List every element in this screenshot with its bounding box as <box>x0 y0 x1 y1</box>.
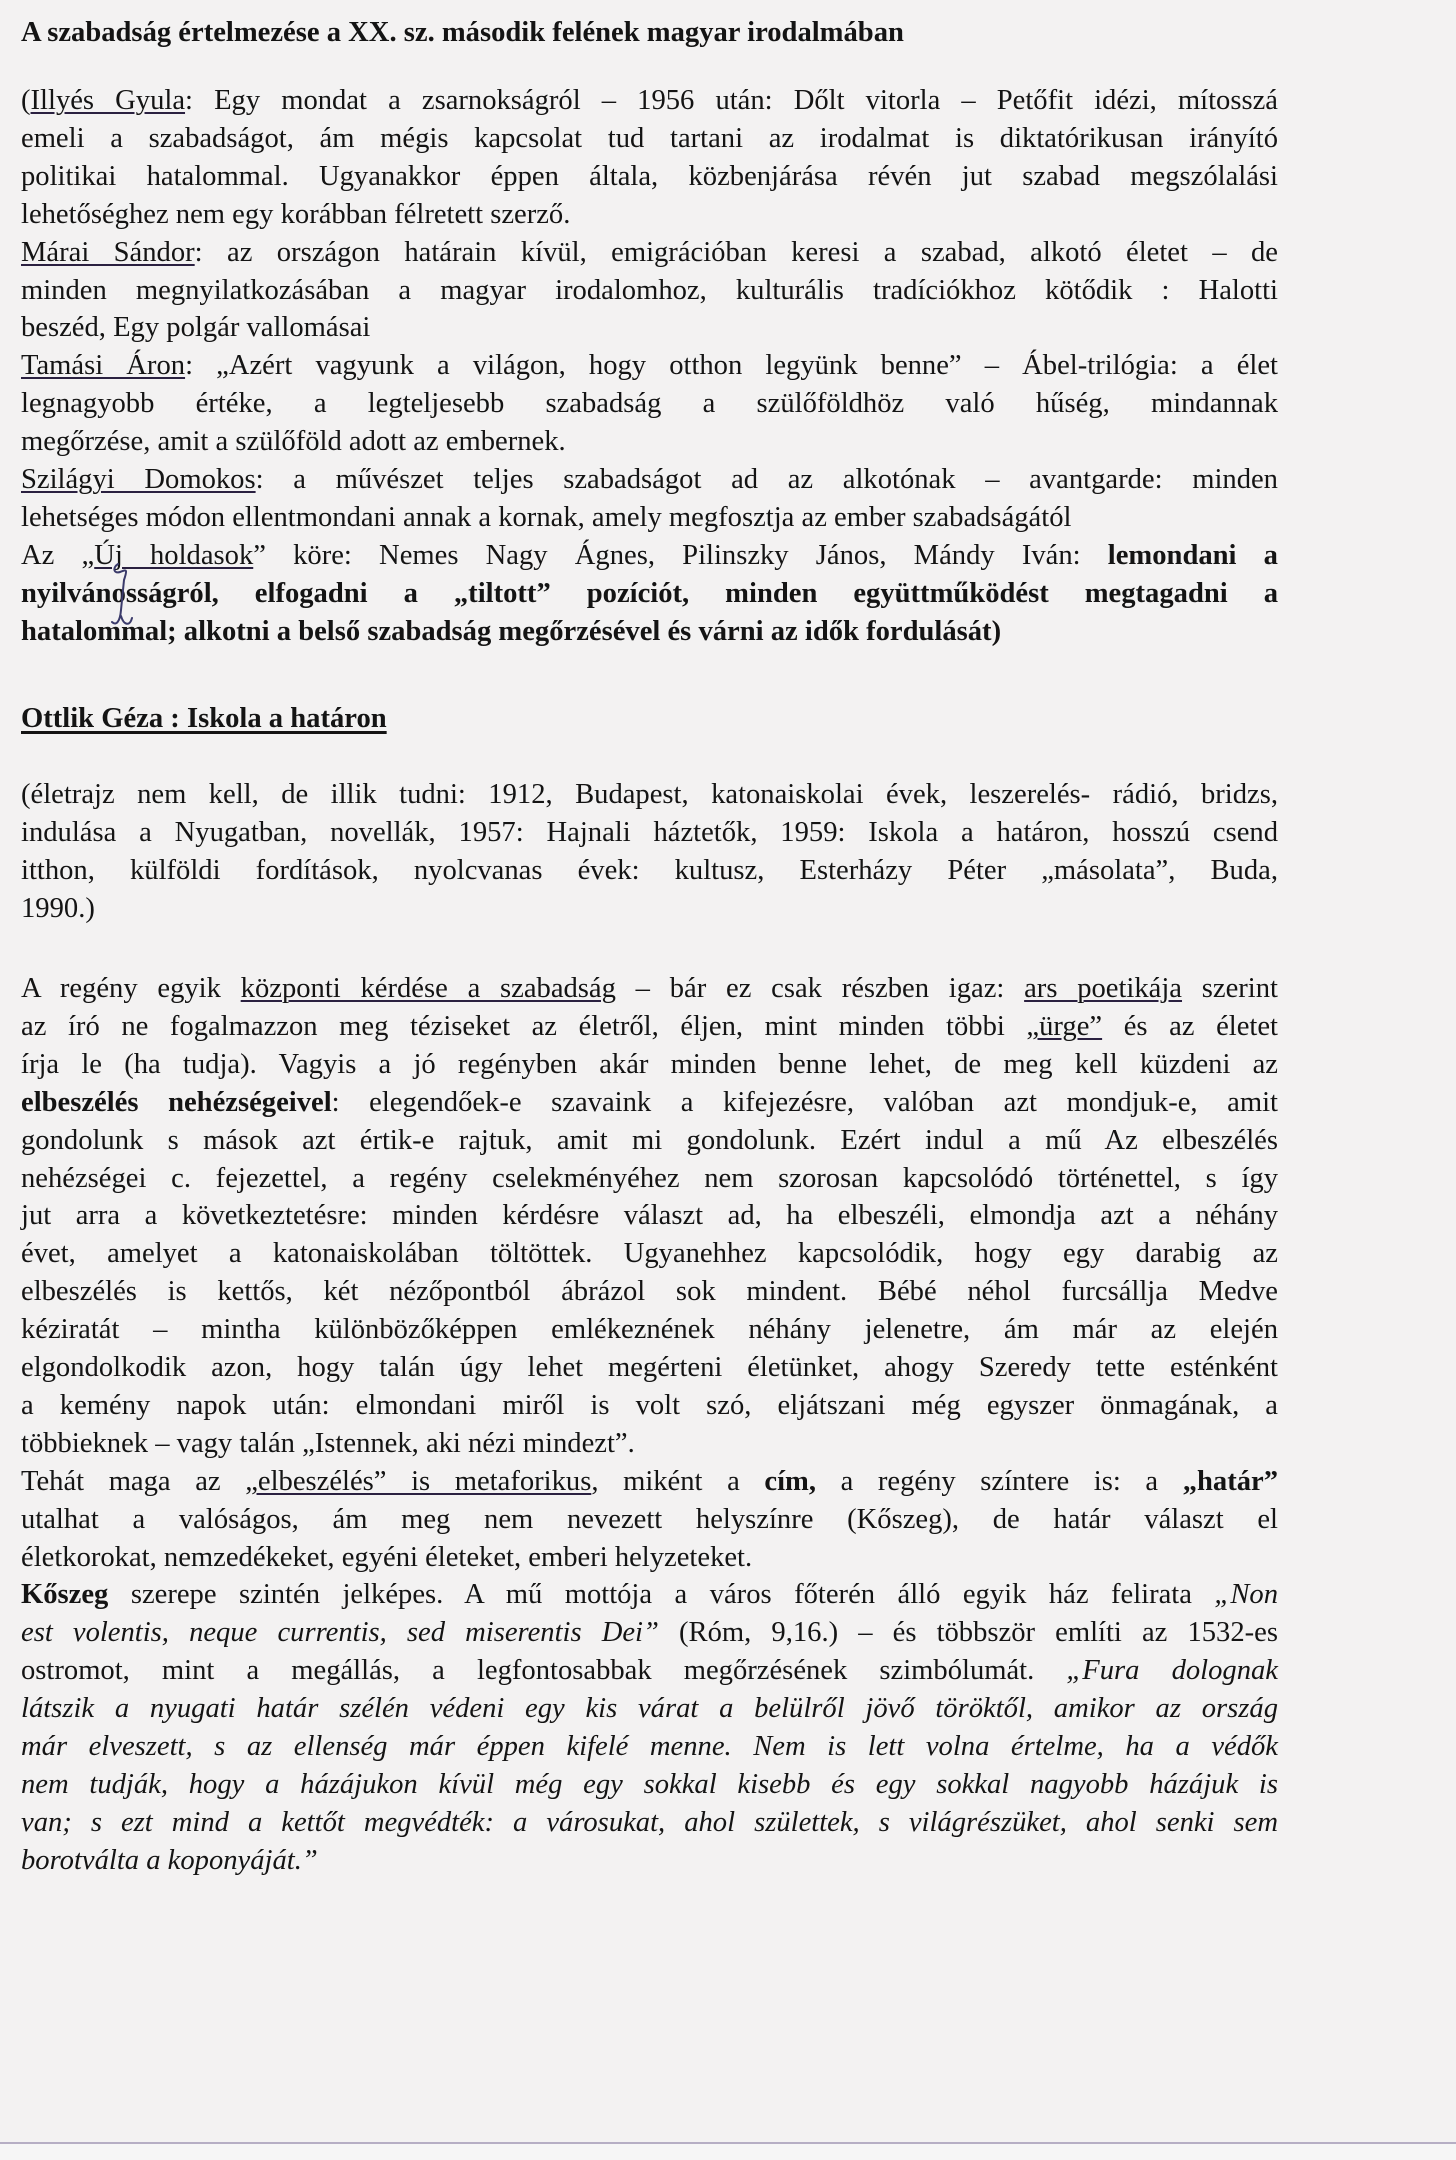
text-line <box>21 1576 1278 1614</box>
text-line <box>21 1539 1278 1577</box>
bold-text: „határ” <box>1182 1465 1279 1497</box>
text-segment: megőrzése, amit a szülőföld adott az embernek. <box>21 426 566 458</box>
text-segment: indulása a Nyugatban, novellák, 1957: Hajnali háztetők, 1959: Iskola a határon, hosszú csend <box>21 816 1278 848</box>
text-segment: , miként a <box>591 1465 765 1497</box>
text-segment: szerepe szintén jelképes. A mű mottója a város főterén álló egyik ház felirata <box>108 1579 1215 1611</box>
text-segment: – bár ez csak részben igaz: <box>615 973 1025 1004</box>
text-segment: a regény színtere is: a <box>816 1465 1183 1497</box>
text-segment: évet, amelyet a katonaiskolában töltöttek. Ugyanehhez kapcsolódik, hogy egy darabig az <box>21 1238 1278 1270</box>
text-segment: beszéd, Egy polgár vallomásai <box>21 312 371 344</box>
text-segment: legnagyobb értéke, a legteljesebb szabadság a szülőföldhöz való hűség, mindannak <box>21 388 1278 420</box>
italic-text: borotválta a koponyáját.” <box>21 1844 318 1876</box>
text-line <box>21 1084 1278 1122</box>
text-line <box>21 1197 1278 1235</box>
text-line <box>21 852 1278 890</box>
italic-text: látszik a nyugati határ szélén védeni egy kis várat a belülről jövő töröktől, amikor az ország <box>21 1693 1278 1725</box>
text-segment: emeli a szabadságot, ám mégis kapcsolat tud tartani az irodalmat is diktatórikusan irányító <box>21 122 1278 154</box>
text-line <box>21 1273 1278 1311</box>
text-segment: Tehát maga az <box>21 1465 246 1497</box>
underlined-text: „elbeszélés” is metaforikus <box>245 1465 592 1497</box>
italic-text: már elveszett, s az ellenség már éppen kifelé menne. Nem is lett volna értelme, ha a védők <box>21 1731 1278 1762</box>
text-segment: elbeszélés is kettős, két nézőpontból ábrázol sok mindent. Bébé néhol furcsállja Medve <box>21 1276 1278 1308</box>
text-segment: szerint <box>1182 973 1278 1004</box>
text-segment: gondolunk s mások azt értik-e rajtuk, amit mi gondolunk. Ezért indul a mű Az elbeszélés <box>21 1124 1278 1156</box>
italic-text: van; s ezt mind a kettőt megvédték: a városukat, ahol születtek, s világrészüket, ahol senki sem <box>21 1806 1278 1838</box>
underlined-text: központi kérdése a szabadság <box>240 973 616 1004</box>
bold-text: lemondani a <box>1107 539 1278 571</box>
text-segment: írja le (ha tudja). Vagyis a jó regényben akár minden benne lehet, de meg kell küzdeni az <box>21 1048 1278 1080</box>
text-line <box>21 1311 1278 1349</box>
text-segment: A regény egyik <box>21 973 241 1004</box>
document-title: A szabadság értelmezése a XX. sz. második felének magyar irodalmában <box>21 17 904 48</box>
text-segment: (Róm, 9,16.) – és többször említi az 1532-es <box>658 1617 1278 1649</box>
underlined-text: „ürge” <box>1026 1010 1103 1042</box>
text-segment: itthon, külföldi fordítások, nyolcvanas évek: kultusz, Esterházy Péter „másolata”, Buda, <box>21 854 1278 886</box>
text-segment: jut arra a következtetésre: minden kérdésre választ ad, ha elbeszéli, elmondja azt a néhány <box>21 1200 1278 1232</box>
italic-text: est volentis, neque currentis, sed miserentis Dei” <box>21 1617 659 1649</box>
text-line <box>21 1652 1278 1690</box>
text-segment: elgondolkodik azon, hogy talán úgy lehet megérteni életünket, ahogy Szeredy tette esténként <box>21 1352 1278 1383</box>
text-segment: (életrajz nem kell, de illik tudni: 1912, Budapest, katonaiskolai évek, leszerelés- rádió, bridzs, <box>21 779 1278 810</box>
bold-text: Kőszeg <box>21 1579 109 1611</box>
section-heading-ottlik <box>21 700 1278 738</box>
text-line <box>21 1122 1278 1160</box>
text-line <box>21 1501 1278 1539</box>
underlined-text: Tamási Áron <box>21 350 186 382</box>
text-segment: többieknek – vagy talán „Istennek, aki nézi mindezt”. <box>21 1427 635 1459</box>
text-line <box>21 814 1278 852</box>
text-line <box>21 1463 1278 1501</box>
text-segment: minden megnyilatkozásában a magyar irodalomhoz, kulturális tradíciókhoz kötődik : Halotti <box>21 274 1278 306</box>
text-segment: az író ne fogalmazzon meg téziseket az életről, éljen, mint minden többi <box>21 1010 1027 1042</box>
text-line <box>21 890 1278 928</box>
text-line <box>21 1728 1278 1766</box>
underlined-text: Illyés Gyula <box>30 85 186 116</box>
text-line <box>21 1804 1278 1842</box>
text-line <box>21 347 1278 385</box>
text-line <box>21 461 1278 499</box>
text-line <box>21 1614 1278 1652</box>
text-line <box>21 499 1278 537</box>
text-segment: nehézségei c. fejezettel, a regény cselekményéhez nem szorosan kapcsolódó történettel, s így <box>21 1162 1278 1194</box>
text-line <box>21 309 1278 347</box>
text-line <box>21 1842 1278 1880</box>
bold-text: elbeszélés nehézségeivel <box>21 1086 332 1118</box>
text-line <box>21 1046 1278 1084</box>
text-segment: és az életet <box>1102 1010 1278 1042</box>
text-segment: életkorokat, nemzedékeket, egyéni életeket, emberi helyzeteket. <box>21 1541 753 1573</box>
italic-text: nem tudják, hogy a házájukon kívül még egy sokkal kisebb és egy sokkal nagyobb házájuk is <box>21 1768 1278 1800</box>
text-line <box>21 575 1278 613</box>
text-segment: : elegendőek-e szavaink a kifejezésre, valóban azt mondjuk-e, amit <box>331 1086 1278 1118</box>
text-line <box>21 158 1278 196</box>
underlined-text: Márai Sándor <box>21 236 195 268</box>
text-segment: a kemény napok után: elmondani miről is volt szó, eljátszani még egyszer önmagának, a <box>21 1389 1278 1421</box>
bold-text: cím, <box>764 1465 816 1497</box>
text-segment: kéziratát – mintha különbözőképpen emlékeznének néhány jelenetre, ám már az elején <box>21 1314 1278 1346</box>
bold-text: hatalommal; alkotni a belső szabadság megőrzésével és várni az idők fordulását) <box>21 615 1002 647</box>
text-line <box>21 537 1278 575</box>
text-line <box>21 234 1278 272</box>
italic-text: „Non <box>1214 1579 1278 1611</box>
text-line <box>21 1008 1278 1046</box>
text-line <box>21 1160 1278 1198</box>
italic-text: „Fura dolognak <box>1066 1655 1278 1687</box>
text-segment: : a művészet teljes szabadságot ad az alkotónak – avantgarde: minden <box>255 464 1278 495</box>
text-line <box>21 1349 1278 1387</box>
text-segment: : az országon határain kívül, emigrációban keresi a szabad, alkotó életet – de <box>194 236 1278 268</box>
scan-edge-strip <box>0 2144 1456 2160</box>
text-segment: 1990.) <box>21 892 95 924</box>
text-segment: ” köre: Nemes Nagy Ágnes, Pilinszky János, Mándy Iván: <box>253 539 1108 571</box>
text-line <box>21 385 1278 423</box>
text-line <box>21 120 1278 158</box>
text-line <box>21 776 1278 814</box>
text-segment: politikai hatalommal. Ugyanakkor éppen általa, közbenjárása révén jut szabad megszólalási <box>21 160 1278 192</box>
text-segment: ( <box>21 85 31 116</box>
text-segment: lehetőséghez nem egy korábban félretett szerző. <box>21 198 571 230</box>
text-segment: utalhat a valóságos, ám meg nem nevezett helyszínre (Kőszeg), de határ választ el <box>21 1503 1278 1535</box>
text-line <box>21 613 1278 651</box>
underlined-text: Szilágyi Domokos <box>21 464 256 495</box>
underlined-text: Új holdasok <box>94 539 254 571</box>
text-line <box>21 970 1278 1008</box>
text-line <box>21 1766 1278 1804</box>
text-segment: lehetséges módon ellentmondani annak a kornak, amely megfosztja az ember szabadságától <box>21 501 1072 533</box>
text-segment: : „Azért vagyunk a világon, hogy otthon legyünk benne” – Ábel-trilógia: a élet <box>185 350 1278 382</box>
text-segment: ostromot, mint a megállás, a legfontosabbak megőrzésének szimbólumát. <box>21 1655 1067 1687</box>
text-segment: Az „ <box>21 539 95 571</box>
text-line <box>21 272 1278 310</box>
text-line <box>21 196 1278 234</box>
bold-text: nyilvánosságról, elfogadni a „tiltott” pozíciót, minden együttműködést megtagadni a <box>21 577 1278 609</box>
text-line <box>21 82 1278 120</box>
text-line <box>21 1235 1278 1273</box>
text-line <box>21 423 1278 461</box>
text-line <box>21 1425 1278 1463</box>
text-segment: : Egy mondat a zsarnokságról – 1956 után: Dőlt vitorla – Petőfit idézi, mítosszá <box>185 85 1278 116</box>
underlined-text: ars poetikája <box>1024 973 1183 1004</box>
section-heading-text: Ottlik Géza : Iskola a határon <box>21 703 387 734</box>
text-line <box>21 1387 1278 1425</box>
text-line <box>21 1690 1278 1728</box>
